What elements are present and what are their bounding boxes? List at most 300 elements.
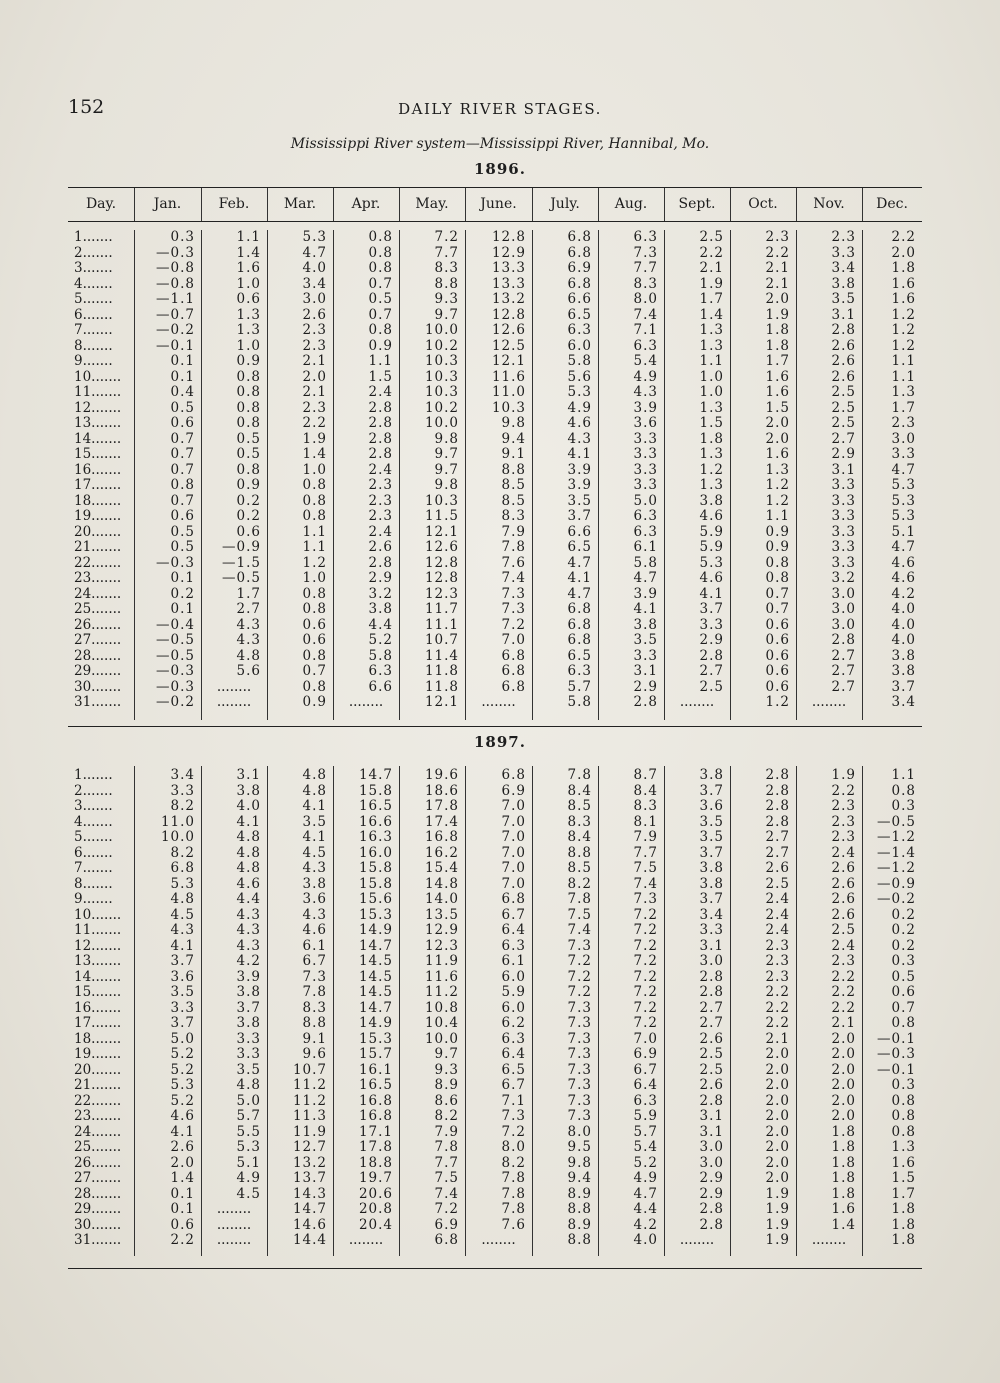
stage-dec: 5.3 (891, 477, 916, 493)
stage-feb: 3.7 (236, 999, 261, 1016)
stage-may: 11.8 (424, 678, 459, 695)
table-row (68, 1187, 922, 1203)
stage-mar: 0.8 (302, 647, 327, 664)
header-bottom-rule (68, 221, 922, 222)
stage-nov: 1.6 (831, 1201, 856, 1217)
table-row (68, 540, 922, 556)
stage-aug: 6.3 (633, 229, 658, 245)
stage-nov: 1.8 (831, 1170, 856, 1186)
stage-july: 4.6 (567, 415, 592, 431)
table-row (68, 618, 922, 634)
stage-sept: 2.9 (699, 632, 724, 648)
stage-sept: 3.8 (699, 492, 724, 509)
stage-sept: 5.3 (699, 554, 724, 571)
stage-nov: 2.3 (831, 813, 856, 830)
stage-july: 4.7 (567, 554, 592, 571)
stage-dec: 5.1 (891, 523, 916, 540)
stage-oct: 2.4 (765, 922, 790, 938)
stage-dec: 1.8 (891, 1201, 916, 1217)
stage-july: 5.8 (567, 353, 592, 369)
stage-july: 5.8 (567, 694, 592, 710)
stage-dec: 4.7 (891, 461, 916, 478)
stage-feb: 4.1 (236, 813, 261, 830)
stage-oct: 2.4 (765, 891, 790, 907)
stage-may: 14.8 (424, 875, 459, 892)
stage-mar: 13.2 (292, 1154, 327, 1171)
table-1896-column-rule (664, 230, 665, 720)
stage-jan: 0.5 (170, 523, 195, 540)
stage-july: 7.5 (567, 906, 592, 923)
stage-mar: 11.2 (292, 1092, 327, 1109)
stage-mar: 0.7 (302, 663, 327, 679)
stage-oct: 2.2 (765, 999, 790, 1016)
stage-mar: 2.0 (302, 368, 327, 385)
day-number: 6....... (74, 306, 113, 323)
stage-jan: 0.1 (170, 570, 195, 586)
stage-nov: 2.6 (831, 368, 856, 385)
stage-oct: 0.6 (765, 632, 790, 648)
stage-may: 11.6 (424, 968, 459, 985)
day-number: 23....... (74, 1108, 122, 1124)
table-1896-column-rule (465, 230, 466, 720)
day-number: 1....... (74, 767, 113, 783)
stage-may: 17.8 (424, 798, 459, 814)
stage-oct: 2.3 (765, 229, 790, 245)
stage-dec: 2.0 (891, 244, 916, 261)
stage-june: 6.4 (501, 922, 526, 938)
stage-aug: 5.7 (633, 1123, 658, 1140)
stage-dec: 0.3 (891, 953, 916, 969)
day-number: 16....... (74, 999, 122, 1016)
stage-mar: 1.2 (302, 554, 327, 571)
table-row (68, 385, 922, 401)
stage-jan: 4.8 (170, 891, 195, 907)
stage-oct: 2.0 (765, 1123, 790, 1140)
stage-sept: 3.8 (699, 875, 724, 892)
stage-may: 7.2 (434, 229, 459, 245)
stage-may: 10.0 (424, 1030, 459, 1047)
stage-apr: 16.5 (358, 798, 393, 814)
day-number: 14....... (74, 430, 122, 447)
stage-sept: 3.8 (699, 860, 724, 876)
stage-july: 8.9 (567, 1185, 592, 1202)
day-number: 17....... (74, 477, 122, 493)
stage-nov: 2.0 (831, 1108, 856, 1124)
stage-apr: 4.4 (368, 616, 393, 633)
stage-oct: 2.0 (765, 1092, 790, 1109)
stage-may: 19.6 (424, 767, 459, 783)
stage-july: 7.2 (567, 984, 592, 1000)
table-row (68, 556, 922, 572)
stage-june: 11.0 (491, 384, 526, 400)
stage-apr: 0.8 (368, 322, 393, 338)
stage-nov: 2.6 (831, 875, 856, 892)
stage-feb: 3.9 (236, 968, 261, 985)
stage-apr: 14.5 (358, 968, 393, 985)
table-row (68, 432, 922, 448)
stage-nov: 3.1 (831, 461, 856, 478)
stage-oct: 2.2 (765, 984, 790, 1000)
table-row (68, 985, 922, 1001)
stage-nov: 1.8 (831, 1123, 856, 1140)
stage-jan: 4.6 (170, 1108, 195, 1124)
stage-feb: 4.3 (236, 937, 261, 954)
table-row (68, 246, 922, 262)
stage-feb: ........ (216, 678, 252, 695)
stage-mar: 0.8 (302, 492, 327, 509)
stage-june: 12.8 (491, 229, 526, 245)
stage-oct: 2.3 (765, 937, 790, 954)
stage-mar: 4.5 (302, 844, 327, 861)
stage-sept: 3.3 (699, 922, 724, 938)
stage-mar: 12.7 (292, 1139, 327, 1155)
stage-sept: 2.8 (699, 1092, 724, 1109)
stage-apr: 15.8 (358, 860, 393, 876)
day-number: 7....... (74, 322, 113, 338)
table-row (68, 292, 922, 308)
stage-feb: 5.0 (236, 1092, 261, 1109)
stage-nov: 1.9 (831, 767, 856, 783)
day-number: 25....... (74, 1139, 122, 1155)
table-row (68, 1140, 922, 1156)
stage-mar: 1.4 (302, 446, 327, 462)
stage-aug: 7.2 (633, 984, 658, 1000)
stage-july: 6.8 (567, 632, 592, 648)
stage-june: 12.8 (491, 306, 526, 323)
stage-june: 6.8 (501, 647, 526, 664)
table-1897-column-rule (598, 766, 599, 1256)
stage-jan: 0.3 (170, 229, 195, 245)
stage-dec: 1.7 (891, 1185, 916, 1202)
table-1897-column-rule (796, 766, 797, 1256)
stage-july: 8.0 (567, 1123, 592, 1140)
stage-oct: 2.0 (765, 1139, 790, 1155)
table-1897-column-rule (134, 766, 135, 1256)
stage-july: 6.5 (567, 539, 592, 555)
stage-nov: 3.0 (831, 585, 856, 602)
day-number: 20....... (74, 523, 122, 540)
stage-july: 6.0 (567, 337, 592, 354)
stage-sept: 2.8 (699, 1216, 724, 1233)
stage-apr: 16.8 (358, 1108, 393, 1124)
stage-nov: 3.3 (831, 554, 856, 571)
stage-feb: 2.7 (236, 601, 261, 617)
stage-jan: 0.1 (170, 1185, 195, 1202)
table-1896-bottom-rule (68, 726, 922, 727)
stage-jan: —0.5 (156, 647, 195, 664)
table-row (68, 1218, 922, 1234)
table-1896-column-rule (201, 230, 202, 720)
stage-mar: 3.8 (302, 875, 327, 892)
stage-may: 12.9 (424, 922, 459, 938)
stage-jan: —0.3 (156, 554, 195, 571)
stage-nov: 2.6 (831, 860, 856, 876)
table-1897-column-rule (465, 766, 466, 1256)
stage-oct: 0.8 (765, 554, 790, 571)
stage-aug: 6.3 (633, 1092, 658, 1109)
stage-may: 7.7 (434, 1154, 459, 1171)
stage-jan: 1.4 (170, 1170, 195, 1186)
day-number: 13....... (74, 415, 122, 431)
stage-oct: 2.0 (765, 1108, 790, 1124)
stage-feb: 0.2 (236, 492, 261, 509)
stage-june: 6.5 (501, 1061, 526, 1078)
stage-july: 6.9 (567, 260, 592, 276)
stage-aug: 8.0 (633, 291, 658, 307)
stage-sept: 1.9 (699, 275, 724, 292)
stage-apr: 0.5 (368, 291, 393, 307)
stage-sept: 2.9 (699, 1170, 724, 1186)
stage-july: 8.8 (567, 1232, 592, 1248)
stage-june: 6.4 (501, 1046, 526, 1062)
stage-nov: 2.2 (831, 984, 856, 1000)
day-number: 29....... (74, 663, 122, 679)
stage-sept: 3.0 (699, 1139, 724, 1155)
stage-feb: 1.0 (236, 337, 261, 354)
stage-jan: 6.8 (170, 860, 195, 876)
stage-mar: 1.1 (302, 523, 327, 540)
stage-feb: 1.0 (236, 275, 261, 292)
stage-aug: 3.3 (633, 647, 658, 664)
running-head: DAILY RIVER STAGES. (398, 100, 602, 118)
stage-jan: 0.2 (170, 585, 195, 602)
stage-dec: 0.8 (891, 1015, 916, 1031)
stage-jan: 0.6 (170, 1216, 195, 1233)
stage-jan: —0.8 (156, 260, 195, 276)
day-number: 19....... (74, 508, 122, 524)
stage-may: 18.6 (424, 782, 459, 799)
stage-aug: 3.1 (633, 663, 658, 679)
stage-mar: 2.3 (302, 337, 327, 354)
stage-nov: 2.6 (831, 891, 856, 907)
stage-oct: 2.1 (765, 1030, 790, 1047)
table-row (68, 323, 922, 339)
stage-feb: 4.4 (236, 891, 261, 907)
stage-aug: 7.0 (633, 1030, 658, 1047)
stage-aug: 5.4 (633, 353, 658, 369)
stage-aug: 5.9 (633, 1108, 658, 1124)
stage-dec: 1.6 (891, 275, 916, 292)
stage-july: 8.3 (567, 813, 592, 830)
stage-apr: 5.8 (368, 647, 393, 664)
stage-aug: 8.1 (633, 813, 658, 830)
column-header-row (68, 190, 922, 220)
stage-jan: 2.2 (170, 1232, 195, 1248)
stage-aug: 7.2 (633, 968, 658, 985)
stage-jan: 2.6 (170, 1139, 195, 1155)
stage-feb: 4.3 (236, 922, 261, 938)
stage-jan: 3.3 (170, 782, 195, 799)
stage-apr: 16.3 (358, 829, 393, 845)
stage-sept: 4.1 (699, 585, 724, 602)
stage-june: 8.5 (501, 492, 526, 509)
stage-may: 12.8 (424, 570, 459, 586)
stage-sept: 3.7 (699, 601, 724, 617)
stage-nov: 3.4 (831, 260, 856, 276)
stage-dec: 1.2 (891, 306, 916, 323)
stage-apr: 20.6 (358, 1185, 393, 1202)
stage-aug: 3.5 (633, 632, 658, 648)
table-row (68, 587, 922, 603)
stage-aug: 3.3 (633, 477, 658, 493)
table-1897-column-rule (267, 766, 268, 1256)
stage-june: 6.3 (501, 937, 526, 954)
stage-feb: 0.8 (236, 461, 261, 478)
stage-oct: 2.8 (765, 813, 790, 830)
stage-mar: 0.6 (302, 632, 327, 648)
stage-may: 9.7 (434, 306, 459, 323)
day-number: 10....... (74, 368, 122, 385)
stage-dec: 1.3 (891, 1139, 916, 1155)
header-column-rule (134, 188, 135, 221)
stage-may: 11.9 (424, 953, 459, 969)
stage-may: 10.3 (424, 384, 459, 400)
header-column-rule (862, 188, 863, 221)
stage-aug: 3.8 (633, 616, 658, 633)
stage-july: 7.3 (567, 937, 592, 954)
stage-feb: ........ (216, 1216, 252, 1233)
stage-july: 8.2 (567, 875, 592, 892)
stage-july: 6.8 (567, 616, 592, 633)
stage-feb: 4.8 (236, 844, 261, 861)
stage-oct: 1.2 (765, 492, 790, 509)
stage-may: 7.2 (434, 1201, 459, 1217)
stage-mar: 1.0 (302, 570, 327, 586)
stage-feb: 3.5 (236, 1061, 261, 1078)
table-row (68, 1047, 922, 1063)
stage-june: 7.0 (501, 844, 526, 861)
day-number: 12....... (74, 399, 122, 416)
table-row (68, 939, 922, 955)
stage-dec: 0.5 (891, 968, 916, 985)
stage-june: 7.0 (501, 860, 526, 876)
stage-oct: 2.3 (765, 968, 790, 985)
stage-aug: 3.9 (633, 399, 658, 416)
stage-aug: 2.9 (633, 678, 658, 695)
stage-may: 15.4 (424, 860, 459, 876)
stage-nov: 3.0 (831, 616, 856, 633)
table-row (68, 447, 922, 463)
stage-jan: 0.7 (170, 461, 195, 478)
stage-oct: 2.1 (765, 275, 790, 292)
stage-mar: 9.6 (302, 1046, 327, 1062)
table-row (68, 277, 922, 293)
stage-july: 4.1 (567, 446, 592, 462)
stage-sept: 2.2 (699, 244, 724, 261)
day-number: 15....... (74, 984, 122, 1000)
stage-sept: 2.6 (699, 1030, 724, 1047)
column-header-aug: Aug. (614, 196, 648, 212)
stage-apr: 20.4 (358, 1216, 393, 1233)
stage-jan: 0.8 (170, 477, 195, 493)
stage-june: 6.7 (501, 1077, 526, 1093)
stage-may: 8.6 (434, 1092, 459, 1109)
table-row (68, 970, 922, 986)
stage-mar: 3.0 (302, 291, 327, 307)
table-row (68, 649, 922, 665)
stage-june: 7.8 (501, 1170, 526, 1186)
stage-oct: 1.9 (765, 1201, 790, 1217)
stage-dec: 1.7 (891, 399, 916, 416)
stage-june: 7.3 (501, 601, 526, 617)
table-row (68, 680, 922, 696)
stage-dec: 1.6 (891, 291, 916, 307)
stage-july: 4.1 (567, 570, 592, 586)
stage-july: 3.5 (567, 492, 592, 509)
stage-sept: 2.6 (699, 1077, 724, 1093)
stage-may: 7.4 (434, 1185, 459, 1202)
stage-dec: 0.8 (891, 1123, 916, 1140)
stage-may: 10.0 (424, 415, 459, 431)
stage-oct: 2.4 (765, 906, 790, 923)
table-row (68, 1078, 922, 1094)
stage-june: 6.9 (501, 782, 526, 799)
stage-sept: 3.1 (699, 1108, 724, 1124)
stage-sept: 1.7 (699, 291, 724, 307)
stage-june: 7.4 (501, 570, 526, 586)
stage-may: 16.8 (424, 829, 459, 845)
stage-oct: 2.3 (765, 953, 790, 969)
stage-aug: 7.5 (633, 860, 658, 876)
stage-aug: 6.3 (633, 523, 658, 540)
stage-sept: 3.7 (699, 844, 724, 861)
stage-apr: 0.7 (368, 275, 393, 292)
stage-feb: 5.1 (236, 1154, 261, 1171)
stage-july: 3.9 (567, 477, 592, 493)
stage-aug: 8.3 (633, 275, 658, 292)
stage-july: 8.9 (567, 1216, 592, 1233)
stage-apr: 2.3 (368, 492, 393, 509)
stage-july: 7.2 (567, 953, 592, 969)
stage-feb: 1.1 (236, 229, 261, 245)
stage-aug: 7.3 (633, 244, 658, 261)
header-column-rule (532, 188, 533, 221)
stage-nov: 2.7 (831, 647, 856, 664)
stage-june: 12.6 (491, 322, 526, 338)
stage-jan: 2.0 (170, 1154, 195, 1171)
stage-may: 10.4 (424, 1015, 459, 1031)
day-number: 21....... (74, 1077, 122, 1093)
stage-mar: 1.1 (302, 539, 327, 555)
stage-july: 6.8 (567, 601, 592, 617)
stage-may: 9.3 (434, 291, 459, 307)
stage-feb: ........ (216, 1232, 252, 1248)
column-header-nov: Nov. (813, 196, 845, 212)
stage-nov: 2.3 (831, 829, 856, 845)
stage-aug: 3.6 (633, 415, 658, 431)
stage-june: 5.9 (501, 984, 526, 1000)
stage-aug: 3.3 (633, 430, 658, 447)
stage-may: 12.6 (424, 539, 459, 555)
stage-oct: 1.6 (765, 384, 790, 400)
stage-sept: 4.6 (699, 570, 724, 586)
stage-jan: 0.1 (170, 601, 195, 617)
day-number: 21....... (74, 539, 122, 555)
table-row (68, 830, 922, 846)
stage-may: 12.1 (424, 523, 459, 540)
stage-july: 8.4 (567, 829, 592, 845)
stage-jan: —0.3 (156, 663, 195, 679)
stage-june: 13.3 (491, 260, 526, 276)
day-number: 30....... (74, 678, 122, 695)
stage-mar: 2.1 (302, 353, 327, 369)
stage-feb: 4.3 (236, 616, 261, 633)
stage-may: 9.3 (434, 1061, 459, 1078)
stage-aug: 5.4 (633, 1139, 658, 1155)
stage-may: 16.2 (424, 844, 459, 861)
stage-dec: 4.0 (891, 616, 916, 633)
day-number: 26....... (74, 616, 122, 633)
